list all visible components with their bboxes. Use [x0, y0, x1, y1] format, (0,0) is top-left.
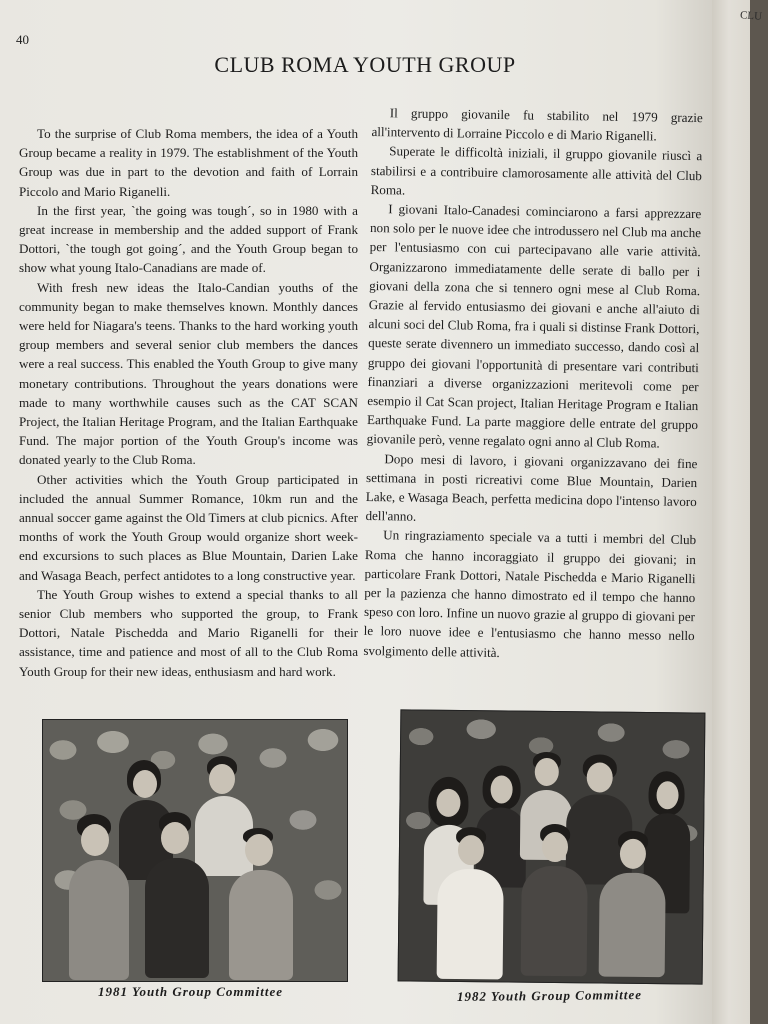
page-title: CLUB ROMA YOUTH GROUP	[214, 52, 516, 77]
english-paragraph: With fresh new ideas the Italo-Candian youths of the community began to make themselves known. Monthly dances were held for Niagara's teens. Thanks to the hard working youth group members and several senior club members the dances were a real success. This enabled the Youth Group to give many monetary contributions. Throughout the years donations were made to many worthwhile causes such as the CAT SCAN Project, the Italian Heritage Program, and the Italian Earthquake Fund. The major portion of the Youth Group's income was donated yearly to the Club Roma.	[19, 279, 358, 468]
group-photo-1981	[42, 719, 348, 982]
italian-paragraph: Un ringraziamento speciale va a tutti i membri del Club Roma che hanno incoraggiato il gruppo dei giovani; in particolare Frank Dottori, Natale Pischedda e Mario Riganelli per la pazienza che hanno dimostrato ed il tempo che hanno speso con loro. Infine un nuovo grazie al gruppo di giovani per le loro nuove idee e l'entusiasmo che hanno messo nello svolgimento delle attività.	[363, 527, 697, 660]
group-photo-1982	[398, 709, 706, 984]
italian-paragraph: Superate le difficoltà iniziali, il gruppo giovanile riuscì a stabilirsi e a contribuire clamorosamente alle attività del Club Roma.	[370, 143, 703, 198]
italian-paragraph: Il gruppo giovanile fu stabilito nel 1979 grazie all'intervento di Lorraine Piccolo e di Mario Riganelli.	[371, 105, 703, 144]
italian-column	[363, 103, 703, 665]
english-paragraph: To the surprise of Club Roma members, the idea of a Youth Group became a reality in 1979. The establishment of the Youth Group was due in part to the devotion and faith of Lorrain Piccolo and Mario Riganelli.	[19, 126, 358, 199]
english-paragraph: The Youth Group wishes to extend a special thanks to all senior Club members who supported the group, to Frank Dottori, Natale Pischedda and Mario Riganelli for their assistance, time and patience and most of all to the Club Roma Youth Group for their new ideas, enthusiasm and hard work.	[19, 586, 358, 679]
english-paragraph: In the first year, `the going was tough´, so in 1980 with a great increase in membership and the added support of Frank Dottori, `the tough got going´, and the Youth Group began to show what young Italo-Canadians are made of.	[19, 202, 358, 276]
english-paragraph: Other activities which the Youth Group participated in included the annual Summer Romance, 10km run and the annual soccer game against the Old Timers at club picnics. After months of work the Youth Group would organize short week-end excursions to such places as Blue Mountain, Darien Lake and Wasaga Beach, perfect antidotes to a long constructive year.	[19, 471, 358, 583]
adjacent-page-edge	[712, 0, 768, 1024]
italian-paragraph: Dopo mesi di lavoro, i giovani organizzavano dei fine settimana in posti ricreativi come Blue Mountain, Darien Lake, e Wasaga Beach, perfetta medicina dopo l'intenso lavoro dell'anno.	[365, 450, 698, 525]
photo-caption-1982: 1982 Youth Group Committee	[456, 987, 643, 1004]
italian-paragraph: I giovani Italo-Canadesi cominciarono a farsi apprezzare non solo per le nuove idee che introdussero nel Club ma anche per l'entusiasmo con cui partecipavano alle varie attività. Organizzarono immediatamente delle serate di ballo per i giovani della zona che si tennero ogni mese al Club Roma. Grazie al fervido entusiasmo dei giovani e anche all'aiuto di alcuni soci del Club Roma, fra i quali si distinse Frank Dottori, queste serate divennero un immediato successo, dando così al gruppo dei giovani l'opportunità di presentare vari contributi finanziari a diverse organizzazioni meritevoli come per esempio il Cat Scan project, Italian Heritage Program e Italian Earthquake Fund. La parte maggiore delle entrate del gruppo giovanile però, venne regalato ogni anno al Club Roma.	[366, 201, 702, 452]
page-number: 40	[16, 32, 29, 47]
english-column	[19, 124, 358, 681]
running-head: CLU	[739, 9, 763, 23]
photo-caption-1981: 1981 Youth Group Committee	[98, 984, 284, 999]
